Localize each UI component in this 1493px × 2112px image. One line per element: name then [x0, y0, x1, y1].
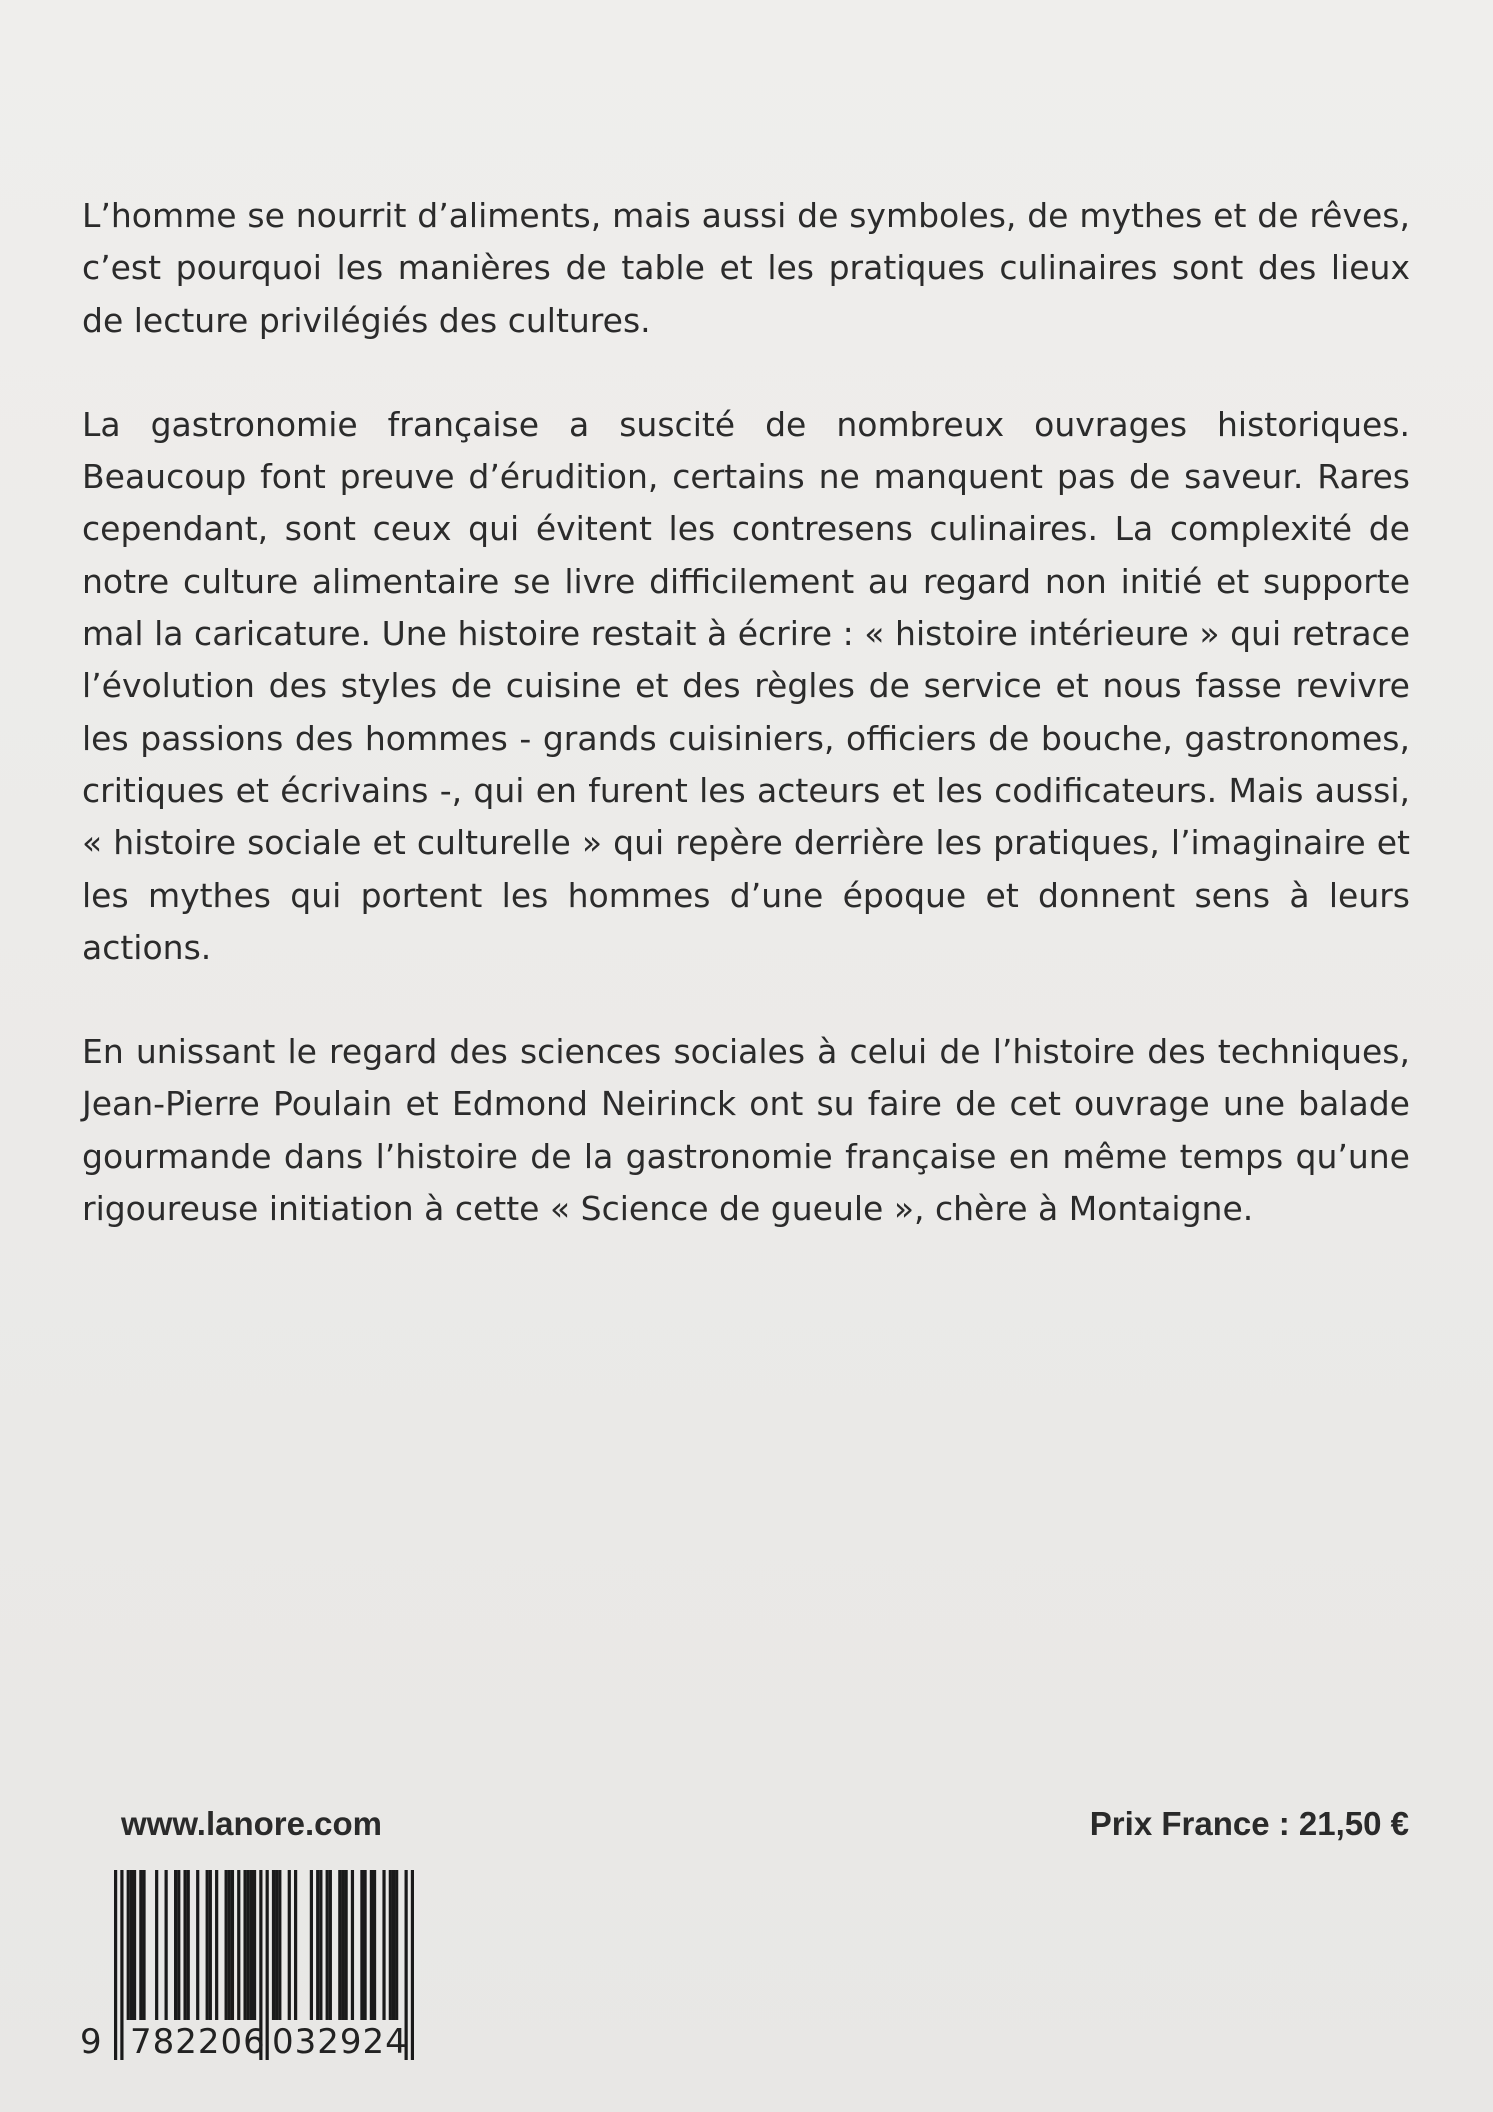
barcode-bar	[382, 1870, 385, 2020]
blurb-paragraph-3: En unissant le regard des sciences sociales à celui de l’histoire des techniques, Jean-Pierre Poulain et Edmond Neirinck ont su faire de cet ouvrage une balade gourmande dans l’histoire de la gastronomie française en même temps qu’une rigoureuse initiation à cette « Science de gueule », chère à Montaigne.	[82, 1032, 1410, 1229]
barcode-bar	[177, 1870, 180, 2020]
blurb-text	[82, 190, 1410, 1235]
barcode-bar	[345, 1870, 348, 2020]
barcode-bar	[120, 1870, 123, 2060]
barcode-bar	[209, 1870, 212, 2020]
barcode-bar	[165, 1870, 168, 2020]
barcode-bar	[183, 1870, 186, 2020]
barcode-bar	[142, 1870, 145, 2020]
barcode-bar	[341, 1870, 344, 2020]
barcode-bar	[329, 1870, 332, 2020]
barcode-bar	[275, 1870, 278, 2020]
barcode-bar	[139, 1870, 142, 2020]
barcode-bar	[326, 1870, 329, 2020]
barcode-bar	[130, 1870, 133, 2020]
barcode-digits-left: 782206	[130, 2022, 266, 2062]
barcode-bar	[206, 1870, 209, 2020]
barcode-digit-first: 9	[80, 2022, 102, 2062]
barcode-bar	[133, 1870, 136, 2020]
barcode-bar	[272, 1870, 275, 2020]
barcode-bar	[392, 1870, 395, 2020]
barcode-bar	[278, 1870, 281, 2020]
barcode-bar	[395, 1870, 398, 2020]
barcode-bar	[370, 1870, 373, 2020]
barcode-bar	[253, 1870, 256, 2020]
barcode-bar	[196, 1870, 199, 2020]
barcode-bar	[225, 1870, 228, 2020]
barcode-bar	[187, 1870, 190, 2020]
barcode-bar	[351, 1870, 354, 2020]
barcode-bar	[174, 1870, 177, 2020]
barcode-bar	[373, 1870, 376, 2020]
barcode-bar	[389, 1870, 392, 2020]
publisher-website: www.lanore.com	[121, 1805, 383, 1842]
barcode-bar	[155, 1870, 158, 2020]
barcode-bar	[237, 1870, 240, 2020]
barcode-bar	[250, 1870, 253, 2020]
barcode-bar	[114, 1870, 117, 2060]
barcode-bar	[363, 1870, 366, 2020]
barcode-bar	[266, 1870, 269, 2060]
barcode-bar	[127, 1870, 130, 2020]
barcode-bar	[310, 1870, 313, 2020]
blurb-paragraph-2: La gastronomie française a suscité de nombreux ouvrages historiques. Beaucoup font preuve d’érudition, certains ne manquent pas de saveur. Rares cependant, sont ceux qui évitent les contresens culinaires. La complexité de notre culture alimentaire se livre difficilement au regard non initié et supporte mal la caricature. Une histoire restait à écrire : « histoire intérieure » qui retrace l’évolution des styles de cuisine et des règles de service et nous fasse revivre les passions des hommes - grands cuisiniers, officiers de bouche, gastronomes, critiques et écrivains -, qui en furent les acteurs et les codificateurs. Mais aussi, « histoire sociale et culturelle » qui repère derrière les pratiques, l’imaginaire et les mythes qui portent les hommes d’une époque et donnent sens à leurs actions.	[82, 404, 1410, 967]
barcode-bar	[411, 1870, 414, 2060]
barcode-bar	[319, 1870, 322, 2020]
price-label: Prix France : 21,50 €	[1089, 1805, 1409, 1842]
isbn-barcode	[80, 1870, 420, 2070]
barcode-bar	[294, 1870, 297, 2020]
barcode-bar	[288, 1870, 291, 2020]
barcode-bar	[360, 1870, 363, 2020]
barcode-bar	[228, 1870, 231, 2020]
barcode-bar	[316, 1870, 319, 2020]
barcode-bar	[231, 1870, 234, 2020]
barcode-bar	[338, 1870, 341, 2020]
barcode-bar	[243, 1870, 246, 2020]
barcode-digits-right: 032924	[272, 2022, 408, 2062]
barcode-bar	[215, 1870, 218, 2020]
barcode-bar	[247, 1870, 250, 2020]
blurb-paragraph-1: L’homme se nourrit d’aliments, mais aussi de symboles, de mythes et de rêves, c’est pourquoi les manières de table et les pratiques culinaires sont des lieux de lecture privilégiés des cultures.	[82, 196, 1410, 340]
